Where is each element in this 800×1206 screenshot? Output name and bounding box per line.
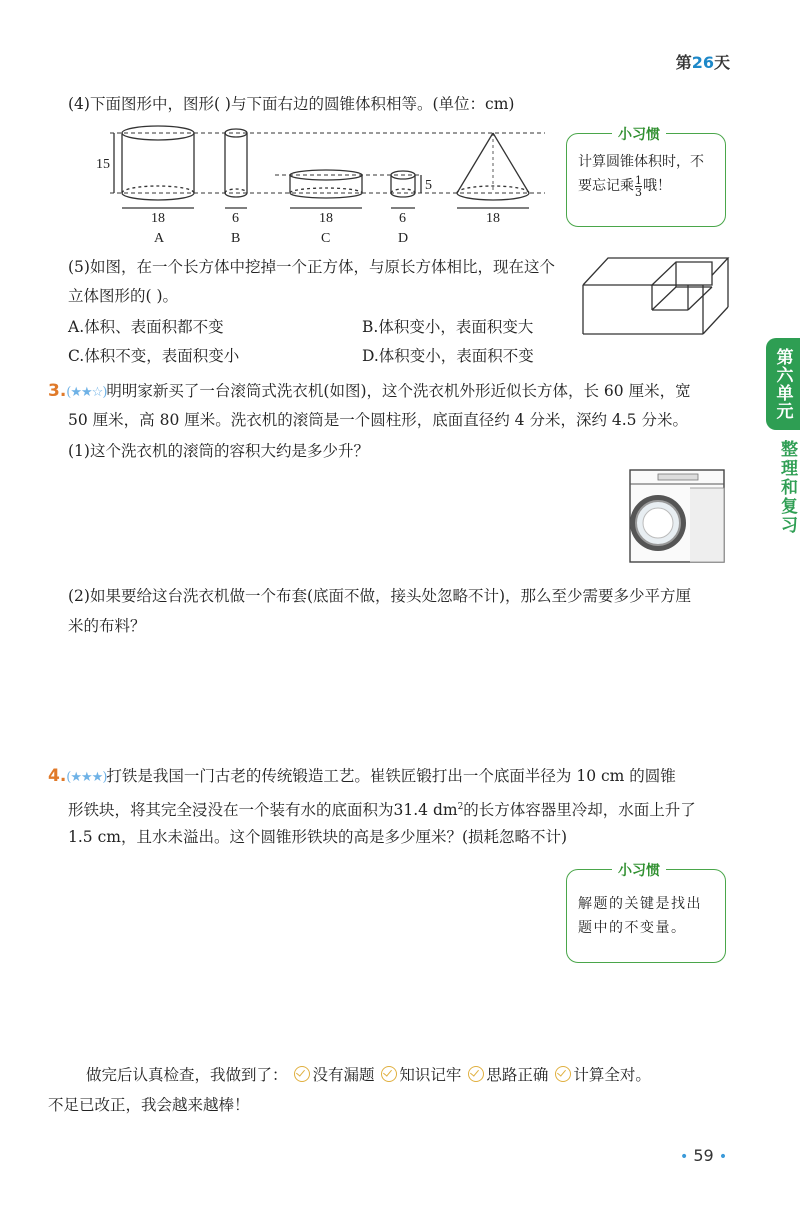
- habit-title-1: 小习惯: [612, 124, 666, 144]
- footer-checklist: 做完后认真检查，我做到了： 没有漏题 知识记牢 思路正确 计算全对。: [86, 1066, 651, 1084]
- q3-sub2-line1: (2)如果要给这台洗衣机做一个布套(底面不做，接头处忽略不计)，那么至少需要多少平方厘: [68, 587, 692, 605]
- dim-b: 6: [232, 211, 239, 226]
- letter-d: D: [398, 231, 409, 246]
- unit-tab[interactable]: 第六单元: [766, 338, 800, 430]
- check-icon[interactable]: [468, 1066, 484, 1082]
- q3-header: 3.(★★☆)明明家新买了一台滚筒式洗衣机(如图)，这个洗衣机外形近似长方体，长 60 厘米，宽: [48, 381, 691, 401]
- dim-cone: 18: [486, 211, 500, 226]
- letter-b: B: [231, 231, 241, 246]
- washing-machine-image: [628, 468, 728, 566]
- q3-sub1: (1)这个洗衣机的滚筒的容积大约是多少升？: [68, 442, 369, 460]
- dim-a: 18: [151, 211, 165, 226]
- q3-line2: 50 厘米，高 80 厘米。洗衣机的滚筒是一个圆柱形，底面直径约 4 分米，深约 4.5 分米。: [68, 411, 688, 429]
- q5-option-d[interactable]: D.体积变小，表面积不变: [362, 347, 534, 365]
- q3-sub2-line2: 米的布料？: [68, 617, 146, 635]
- q4b-line3: 1.5 cm，且水未溢出。这个圆锥形铁块的高是多少厘米？(损耗忽略不计): [68, 828, 568, 846]
- q4b-header: 4.(★★★)打铁是我国一门古老的传统锻造工艺。崔铁匠锻打出一个底面半径为 10 cm 的圆锥: [48, 766, 676, 786]
- habit-text-2: 解题的关键是找出 题中的不变量。: [578, 896, 702, 936]
- letter-a: A: [154, 231, 165, 246]
- letter-c: C: [321, 231, 331, 246]
- day-label: 第26天: [675, 53, 730, 72]
- q4b-line2: 形铁块，将其完全浸没在一个装有水的底面积为31.4 $dm^2$的长方体容器里冷却，水面上升了: [68, 801, 696, 820]
- q4b-stars: (★★★): [66, 770, 107, 785]
- check-icon[interactable]: [555, 1066, 571, 1082]
- check-icon[interactable]: [381, 1066, 397, 1082]
- dim-a-height: 15: [96, 157, 110, 172]
- q5-option-a[interactable]: A.体积、表面积都不变: [68, 318, 224, 336]
- footer-line2: 不足已改正，我会越来越棒！: [48, 1096, 250, 1114]
- page-number: • 59 •: [680, 1146, 728, 1165]
- q5-option-c[interactable]: C.体积不变，表面积变小: [68, 347, 240, 365]
- carved-box-figure: [578, 250, 738, 340]
- q4-figures: [90, 118, 550, 248]
- topic-tab: 整理和复习: [777, 440, 797, 535]
- dim-c: 18: [319, 211, 333, 226]
- dim-d: 6: [399, 211, 406, 226]
- q5-option-b[interactable]: B.体积变小，表面积变大: [362, 318, 534, 336]
- q4-text: (4)下面图形中，图形( )与下面右边的圆锥体积相等。(单位：cm): [68, 95, 515, 113]
- habit-text-1: 计算圆锥体积时，不 要忘记乘 $\frac{1}{3}$ 哦！: [578, 154, 704, 199]
- dim-c-height: 5: [425, 178, 432, 193]
- habit-title-2: 小习惯: [612, 860, 666, 880]
- q5-line1: (5)如图，在一个长方体中挖掉一个正方体，与原长方体相比，现在这个: [68, 258, 555, 276]
- q5-line2: 立体图形的( )。: [68, 287, 179, 305]
- q3-stars: (★★☆): [66, 385, 107, 400]
- check-icon[interactable]: [294, 1066, 310, 1082]
